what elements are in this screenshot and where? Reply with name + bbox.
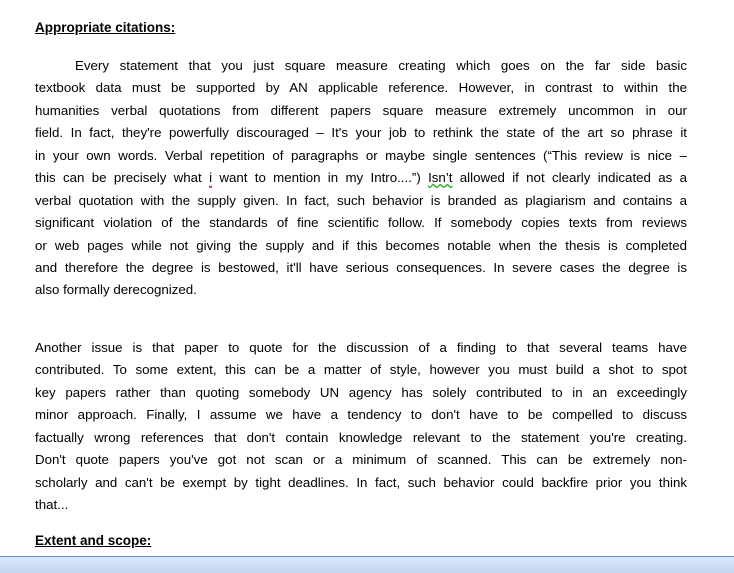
text-line: that... [35,497,69,513]
text-line: key papers rather than quoting somebody UN agency has solely contributed to in an exceedingly [35,384,687,400]
text-line: also formally derecognized. [35,282,197,298]
text-line: verbal quotation with the supply given. In fact, such behavior is branded as plagiarism and contains a [35,192,687,208]
heading-extent-and-scope: Extent and scope: [35,533,152,548]
text-line: humanities verbal quotations from different papers square measure extremely uncommon in our [35,102,687,118]
spelling-error-mark[interactable]: i [209,170,213,186]
text-line: contributed. To some extent, this can be a matter of style, however you must build a shot to spot [35,362,687,378]
text-line: or web pages while not giving the supply and if this becomes notable when the thesis is completed [35,237,687,253]
paragraph-citations [35,55,687,302]
text-line: Another issue is that paper to quote for the discussion of a finding to that several teams have [35,340,687,355]
heading-appropriate-citations: Appropriate citations: [35,20,176,35]
text-line: Don't quote papers you've got not scan or a minimum of scanned. This can be extremely non- [35,452,687,468]
text-line: minor approach. Finally, I assume we have a tendency to don't have to be compelled to discuss [35,407,687,423]
text-line: field. In fact, they're powerfully discouraged – It's your job to rethink the state of the art so phrase it [35,125,687,141]
paragraph-another-issue [35,337,687,517]
text-line: Every statement that you just square measure creating which goes on the far side basic [75,58,687,73]
text-line: scholarly and can't be exempt by tight deadlines. In fact, such behavior could backfire prior you think [35,474,687,490]
text-line: significant violation of the standards of fine scientific follow. If somebody copies texts from reviews [35,215,687,231]
text-line: in your own words. Verbal repetition of paragraphs or maybe single sentences (“This review is nice – [35,147,687,163]
text-line: textbook data must be supported by AN applicable reference. However, in contrast to within the [35,80,687,96]
grammar-error-mark[interactable]: Isn’t [428,170,453,186]
text-line: this can be precisely what i want to mention in my Intro....”) Isn’t allowed if not clearly indicated as a [35,170,688,186]
text-line: and therefore the degree is bestowed, it'll have serious consequences. In severe cases the degree is [35,259,687,275]
status-bar [0,556,734,573]
text-line: factually wrong references that don't contain knowledge relevant to the statement you're creating. [35,429,687,445]
